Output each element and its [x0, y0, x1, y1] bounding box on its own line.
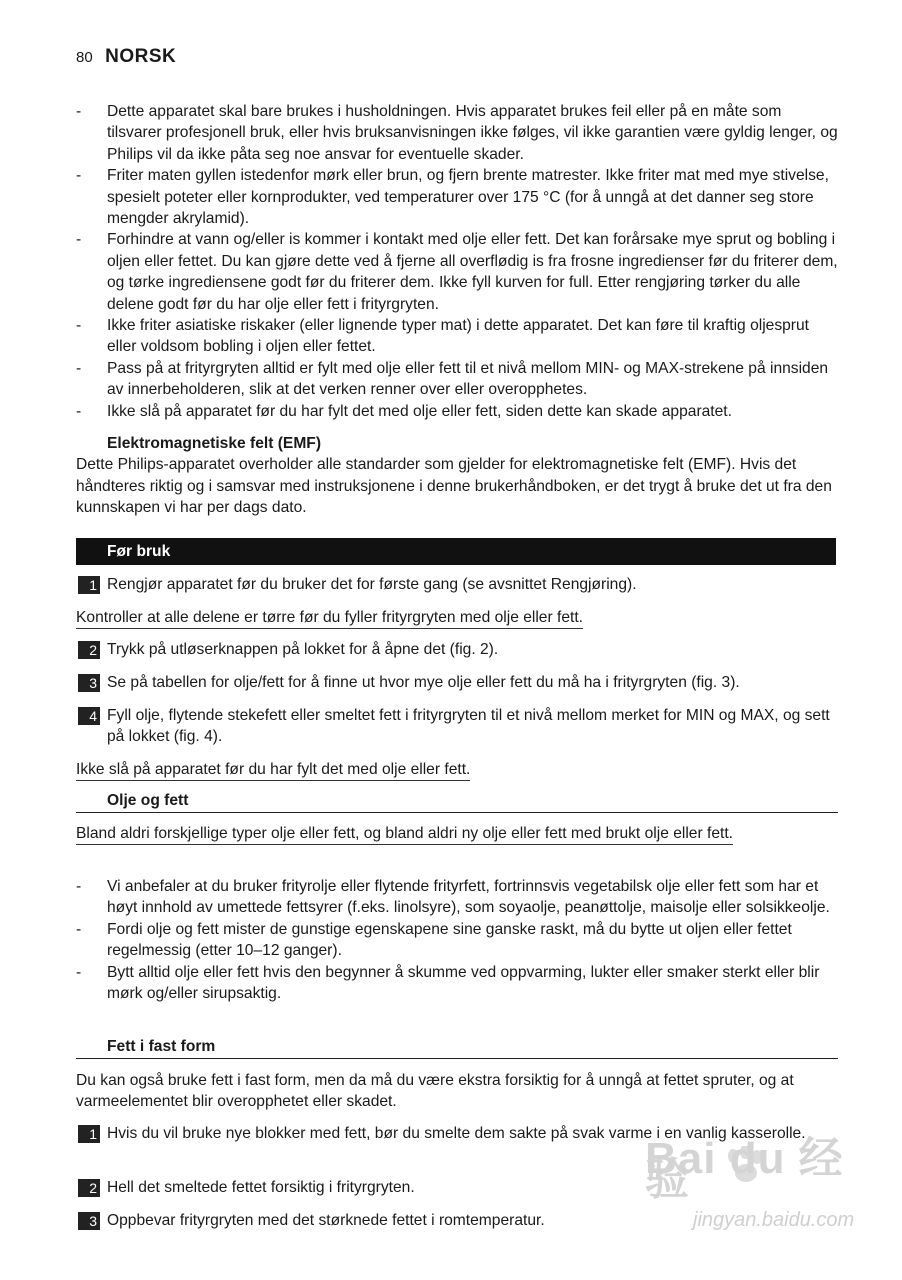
step-text: Trykk på utløserknappen på lokket for å åpne det (fig. 2). — [107, 641, 499, 658]
list-item: - Dette apparatet skal bare brukes i husholdningen. Hvis apparatet brukes feil eller på en måte som tilsvarer profesjonell bruk, eller hvis bruksanvisningen ikke følges, vil ikke garantien være gyldig lenger, og Philips vil da ikke påta seg noe ansvar for eventuelle skader. — [76, 101, 838, 165]
solid-section — [76, 1036, 838, 1059]
list-item: - Ikke slå på apparatet før du har fylt det med olje eller fett, siden dette kan skade apparatet. — [76, 401, 838, 422]
oil-bullets — [76, 876, 838, 1004]
step-text: Se på tabellen for olje/fett for å finne ut hvor mye olje eller fett du må ha i frityrgryten (fig. 3). — [107, 674, 740, 691]
step-text: Oppbevar frityrgryten med det størknede fettet i romtemperatur. — [107, 1212, 545, 1229]
step-number: 3 — [78, 674, 100, 692]
page-number: 80 — [76, 49, 93, 66]
solid-heading: Fett i fast form — [76, 1036, 838, 1059]
list-item: - Ikke friter asiatiske riskaker (eller lignende typer mat) i dette apparatet. Det kan føre til kraftig oljesprut eller voldsom bobling i oljen eller fettet. — [76, 315, 838, 358]
language-title: NORSK — [105, 46, 177, 67]
oil-section — [76, 790, 838, 813]
warnings-list — [76, 101, 838, 422]
step-item — [76, 639, 846, 660]
step-text: Rengjør apparatet før du bruker det for første gang (se avsnittet Rengjøring). — [107, 576, 637, 593]
baidu-watermark — [645, 1134, 855, 1248]
list-item: - Pass på at frityrgryten alltid er fylt med olje eller fett til et nivå mellom MIN- og MAX-strekene på innsiden av innerbeholderen, slik at det verken renner over eller overopphetes. — [76, 358, 838, 401]
list-item: - Forhindre at vann og/eller is kommer i kontakt med olje eller fett. Det kan forårsake mye sprut og bobling i oljen eller fettet. Du kan gjøre dette ved å fjerne all overflødig is fra frosne ingredienser før du friterer dem, og tørke ingrediensene godt før du friterer dem. Ikke fyll kurven for full. Etter rengjøring tørker du alle delene godt før du har olje eller fett i frityrgryten. — [76, 229, 838, 315]
note-text: Kontroller at alle delene er tørre før du fyller frityrgryten med olje eller fett. — [76, 609, 583, 629]
list-item: - Vi anbefaler at du bruker frityrolje eller flytende frityrfett, fortrinnsvis vegetabilsk olje eller fett som har et høyt innhold av umettede fettsyrer (f.eks. linolsyre), som soyaolje, peanøttolje, maisolje eller solsikkeolje. — [76, 876, 838, 919]
warnings-section — [76, 101, 838, 422]
emf-text: Dette Philips-apparatet overholder alle standarder som gjelder for elektromagnetiske felt (EMF). Hvis det håndteres riktig og i samsvar med instruksjonene i denne brukerhåndboken, er det trygt å bruke det ut fra den kunnskapen vi har per dags dato. — [76, 456, 832, 517]
watermark-url: jingyan.baidu.com — [693, 1209, 855, 1231]
step-item — [76, 672, 846, 693]
note — [76, 607, 583, 628]
list-item: - Fordi olje og fett mister de gunstige egenskapene sine ganske raskt, må du bytte ut oljen eller fettet regelmessig (etter 10–12 ganger). — [76, 919, 838, 962]
emf-heading: Elektromagnetiske felt (EMF) — [107, 435, 322, 452]
list-item: - Bytt alltid olje eller fett hvis den begynner å skumme ved oppvarming, lukter eller smaker sterkt eller blir mørk og/eller sirupsaktig. — [76, 962, 838, 1005]
emf-section — [76, 433, 838, 519]
step-number: 1 — [78, 576, 100, 594]
list-item: - Friter maten gyllen istedenfor mørk eller brun, og fjern brente matrester. Ikke friter mat med mye stivelse, spesielt poteter eller kornprodukter, ved temperaturer over 175 °C (for å unngå at det danner seg store mengder akrylamid). — [76, 165, 838, 229]
note-text: Ikke slå på apparatet før du har fylt det med olje eller fett. — [76, 761, 470, 781]
oil-note — [76, 823, 816, 844]
step-number: 2 — [78, 641, 100, 659]
watermark-logo: Bai du 经验 — [645, 1134, 844, 1205]
section-bar-before-use: Før bruk — [76, 538, 836, 565]
note — [76, 759, 470, 780]
step-text: Hell det smeltede fettet forsiktig i frityrgryten. — [107, 1179, 415, 1196]
step-text: Fyll olje, flytende stekefett eller smeltet fett i frityrgryten til et nivå mellom merket for MIN og MAX, og sett på lokket (fig. 4). — [107, 707, 830, 746]
step-number: 1 — [78, 1125, 100, 1143]
step-item — [76, 574, 846, 595]
step-number: 2 — [78, 1179, 100, 1197]
page-header — [76, 46, 176, 68]
step-number: 4 — [78, 707, 100, 725]
oil-list — [76, 876, 838, 1004]
note-text: Bland aldri forskjellige typer olje eller fett, og bland aldri ny olje eller fett med brukt olje eller fett. — [76, 825, 733, 845]
oil-heading: Olje og fett — [76, 790, 838, 813]
solid-intro: Du kan også bruke fett i fast form, men da må du være ekstra forsiktig for å unngå at fettet spruter, og at varmeelementet blir overopphetet eller skadet. — [76, 1072, 794, 1111]
step-number: 3 — [78, 1212, 100, 1230]
step-text: Hvis du vil bruke nye blokker med fett, bør du smelte dem sakte på svak varme i en vanlig kasserolle. — [107, 1125, 806, 1142]
step-item — [76, 705, 841, 748]
